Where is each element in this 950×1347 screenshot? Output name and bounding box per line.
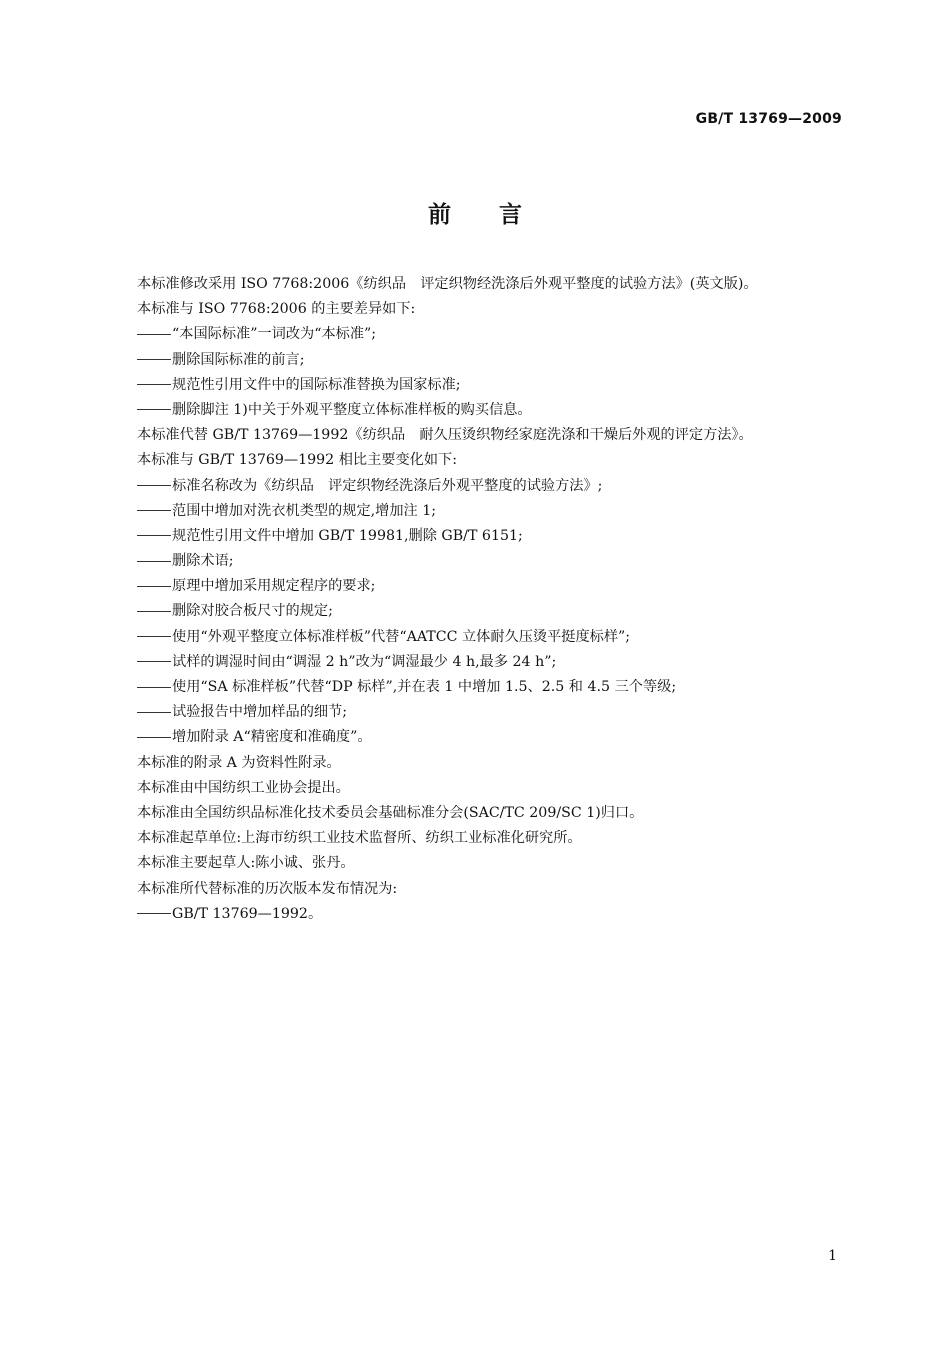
body-line: 本标准主要起草人:陈小诚、张丹。	[137, 855, 355, 872]
body-line: 本标准与 ISO 7768:2006 的主要差异如下:	[137, 301, 416, 318]
list-item: 范围中增加对洗衣机类型的规定,增加注 1;	[137, 499, 857, 524]
body-line: 本标准的附录 A 为资料性附录。	[137, 754, 341, 771]
em-dash-mark	[137, 561, 171, 562]
list-item: 删除脚注 1)中关于外观平整度立体标准样板的购买信息。	[137, 398, 857, 423]
em-dash-mark	[137, 409, 171, 410]
list-item: 删除对胶合板尺寸的规定;	[137, 599, 857, 624]
list-item: 试验报告中增加样品的细节;	[137, 700, 857, 725]
body-line: 本标准修改采用 ISO 7768:2006《纺织品 评定织物经洗涤后外观平整度的试验方法》(英文版)。	[137, 276, 758, 292]
em-dash-mark	[137, 712, 171, 713]
em-dash-mark	[137, 661, 171, 662]
body-line: 本标准由全国纺织品标准化技术委员会基础标准分会(SAC/TC 209/SC 1)归口。	[137, 804, 644, 821]
standard-code: GB/T 13769—2009	[695, 111, 842, 127]
body-line: 本标准由中国纺织工业协会提出。	[137, 779, 350, 796]
em-dash-mark	[137, 586, 171, 587]
body-line: 本标准起草单位:上海市纺织工业技术监督所、纺织工业标准化研究所。	[137, 830, 582, 847]
body-line: 本标准与 GB/T 13769—1992 相比主要变化如下:	[137, 452, 457, 469]
em-dash-mark	[137, 334, 171, 335]
page-number: 1	[828, 1248, 837, 1264]
list-item: “本国际标准”一词改为“本标准”;	[137, 322, 857, 347]
list-item: 标准名称改为《纺织品 评定织物经洗涤后外观平整度的试验方法》;	[137, 474, 857, 499]
list-item: 原理中增加采用规定程序的要求;	[137, 574, 857, 599]
body-line: 本标准代替 GB/T 13769—1992《纺织品 耐久压烫织物经家庭洗涤和干燥后外观的评定方法》。	[137, 427, 753, 444]
em-dash-mark	[137, 510, 171, 511]
em-dash-mark	[137, 485, 171, 486]
em-dash-mark	[137, 384, 171, 385]
list-item: 规范性引用文件中的国际标准替换为国家标准;	[137, 373, 857, 398]
list-item: 试样的调湿时间由“调湿 2 h”改为“调湿最少 4 h,最多 24 h”;	[137, 650, 857, 675]
em-dash-mark	[137, 737, 171, 738]
em-dash-mark	[137, 611, 171, 612]
body-line: 本标准所代替标准的历次版本发布情况为:	[137, 880, 398, 897]
list-item: 删除术语;	[137, 549, 857, 574]
list-item: 删除国际标准的前言;	[137, 348, 857, 373]
foreword-body	[137, 272, 857, 927]
em-dash-mark	[137, 687, 171, 688]
page-title: 前言	[428, 202, 570, 228]
list-item: GB/T 13769—1992。	[137, 902, 857, 927]
em-dash-mark	[137, 535, 171, 536]
em-dash-mark	[137, 636, 171, 637]
list-item: 使用“外观平整度立体标准样板”代替“AATCC 立体耐久压烫平挺度标样”;	[137, 625, 857, 650]
em-dash-mark	[137, 359, 171, 360]
list-item: 使用“SA 标准样板”代替“DP 标样”,并在表 1 中增加 1.5、2.5 和 4.5 三个等级;	[137, 675, 857, 700]
list-item: 规范性引用文件中增加 GB/T 19981,删除 GB/T 6151;	[137, 524, 857, 549]
list-item: 增加附录 A“精密度和准确度”。	[137, 725, 857, 750]
em-dash-mark	[137, 913, 171, 914]
